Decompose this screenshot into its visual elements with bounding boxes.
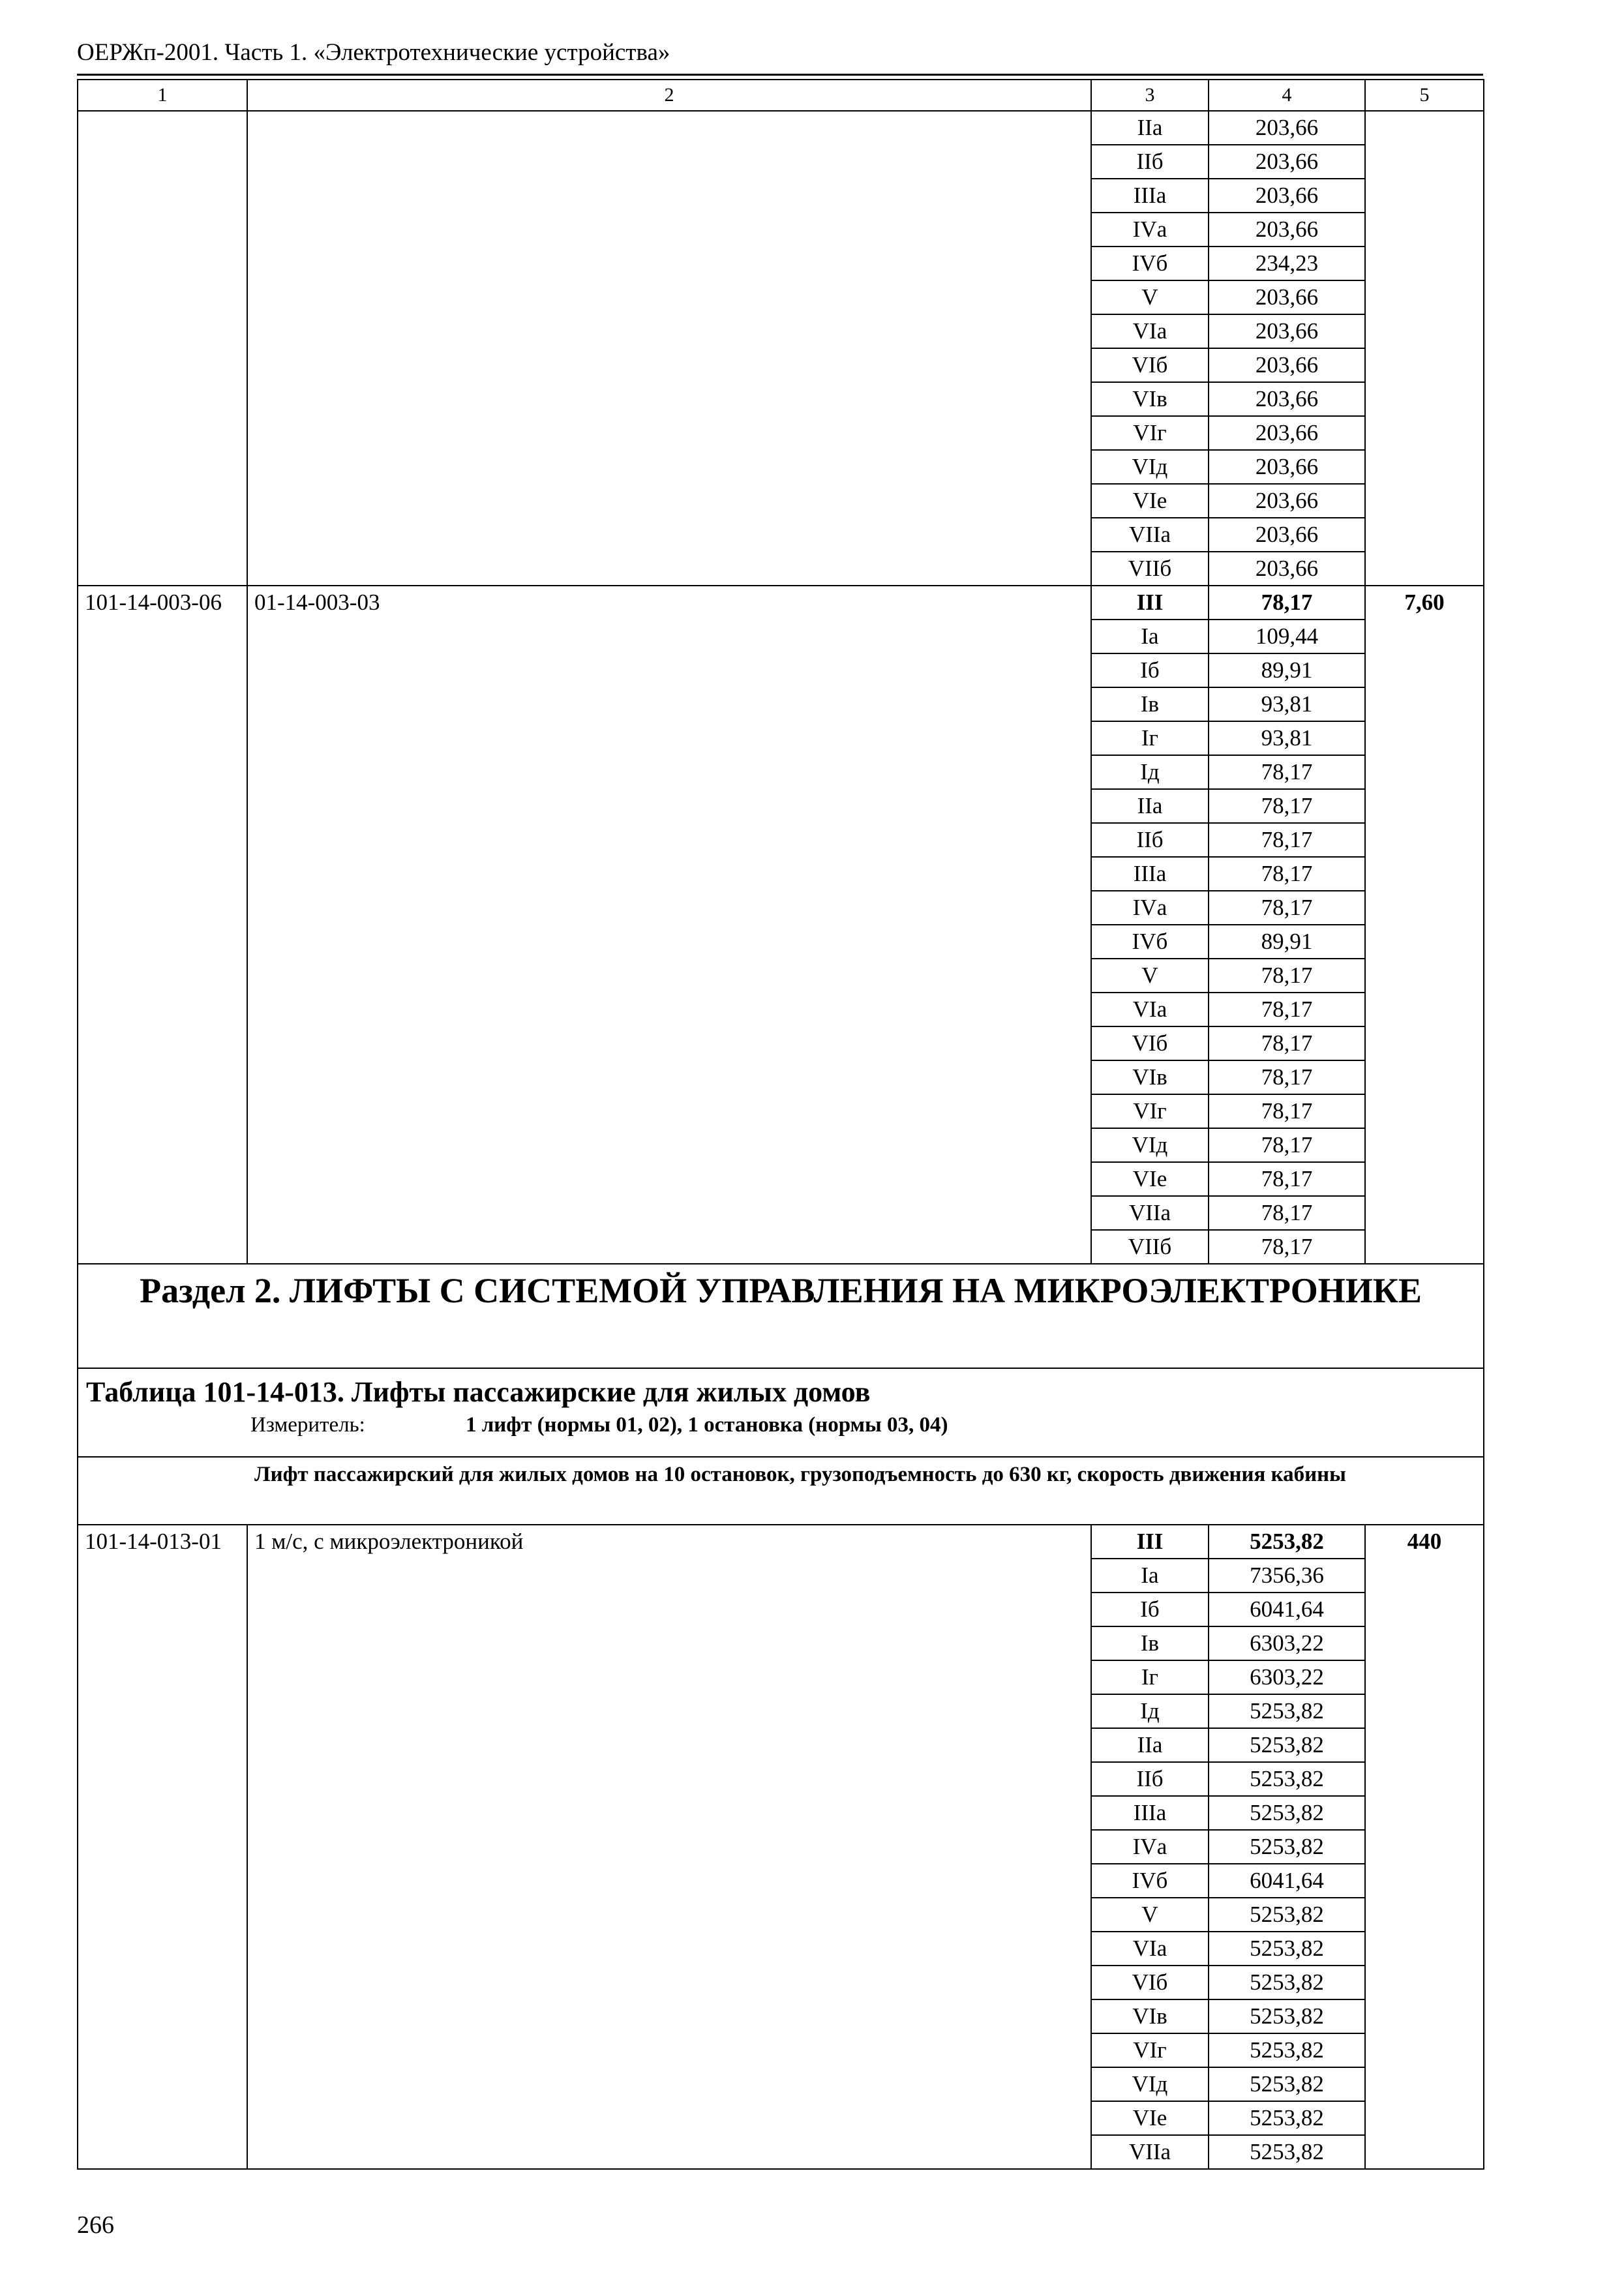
- price-cell: 89,91: [1209, 925, 1365, 959]
- price-cell: 203,66: [1209, 314, 1365, 348]
- zone-cell: VIв: [1091, 1999, 1209, 2033]
- item-description: Лифт пассажирский для жилых домов на 10 остановок, грузоподъемность до 630 кг, скорость движения кабины: [247, 1457, 1484, 1525]
- price-cell: 234,23: [1209, 247, 1365, 280]
- table-row: [78, 586, 1484, 620]
- price-cell: 5253,82: [1209, 1728, 1365, 1762]
- price-cell: 203,66: [1209, 179, 1365, 213]
- price-cell: 109,44: [1209, 620, 1365, 653]
- description-row: [78, 1457, 1484, 1525]
- unit-value: 1 лифт (нормы 01, 02), 1 остановка (нормы 03, 04): [466, 1413, 948, 1437]
- table-row: [78, 1525, 1484, 1559]
- price-cell: 5253,82: [1209, 2067, 1365, 2101]
- zone-cell: Iв: [1091, 687, 1209, 721]
- price-cell: 78,17: [1209, 1128, 1365, 1162]
- table-row: [78, 111, 1484, 145]
- price-cell: 5253,82: [1209, 1796, 1365, 1830]
- price-cell: 5253,82: [1209, 2101, 1365, 2135]
- column-number: 5: [1365, 80, 1484, 111]
- norm-code: [78, 111, 247, 586]
- price-cell: 5253,82: [1209, 1966, 1365, 1999]
- price-cell: 5253,82: [1209, 1762, 1365, 1796]
- norm-name: 1 м/с, с микроэлектроникой: [247, 1525, 1091, 2169]
- price-cell: 78,17: [1209, 1162, 1365, 1196]
- price-cell: 78,17: [1209, 1230, 1365, 1264]
- zone-cell: IVа: [1091, 1830, 1209, 1864]
- zone-cell: Iб: [1091, 1593, 1209, 1626]
- zone-cell: Iа: [1091, 1559, 1209, 1593]
- zone-cell: III: [1091, 586, 1209, 620]
- table-title: Таблица 101-14-013. Лифты пассажирские для жилых домов: [86, 1376, 871, 1408]
- zone-cell: IIа: [1091, 1728, 1209, 1762]
- zone-cell: V: [1091, 959, 1209, 993]
- price-cell: 5253,82: [1209, 2033, 1365, 2067]
- price-cell: 7356,36: [1209, 1559, 1365, 1593]
- price-cell: 203,66: [1209, 382, 1365, 416]
- zone-cell: VIб: [1091, 348, 1209, 382]
- unit-label: Измеритель:: [250, 1413, 365, 1437]
- price-cell: 78,17: [1209, 1094, 1365, 1128]
- price-cell: 203,66: [1209, 213, 1365, 247]
- norm-name: 01-14-003-03: [247, 586, 1091, 1264]
- price-cell: 203,66: [1209, 484, 1365, 518]
- zone-cell: IVб: [1091, 925, 1209, 959]
- price-cell: 203,66: [1209, 111, 1365, 145]
- table-heading: [78, 1368, 1484, 1457]
- price-cell: 93,81: [1209, 721, 1365, 755]
- price-cell: 203,66: [1209, 280, 1365, 314]
- norm-code: 101-14-003-06: [78, 586, 247, 1264]
- price-cell: 203,66: [1209, 145, 1365, 179]
- zone-cell: IVа: [1091, 213, 1209, 247]
- price-cell: 6303,22: [1209, 1626, 1365, 1660]
- zone-cell: IIIа: [1091, 857, 1209, 891]
- price-cell: 5253,82: [1209, 1932, 1365, 1966]
- price-cell: 78,17: [1209, 755, 1365, 789]
- price-cell: 203,66: [1209, 552, 1365, 586]
- section-row: [78, 1264, 1484, 1368]
- zone-cell: VIб: [1091, 1966, 1209, 1999]
- section-title: Раздел 2. ЛИФТЫ С СИСТЕМОЙ УПРАВЛЕНИЯ НА МИКРОЭЛЕКТРОНИКЕ: [78, 1264, 1484, 1368]
- zone-cell: IVа: [1091, 891, 1209, 925]
- price-cell: 6041,64: [1209, 1593, 1365, 1626]
- price-cell: 78,17: [1209, 857, 1365, 891]
- price-cell: 78,17: [1209, 1026, 1365, 1060]
- zone-cell: VIIб: [1091, 1230, 1209, 1264]
- column-number: 3: [1091, 80, 1209, 111]
- price-cell: 203,66: [1209, 450, 1365, 484]
- zone-cell: VIа: [1091, 1932, 1209, 1966]
- price-table: [77, 79, 1484, 2170]
- price-cell: 93,81: [1209, 687, 1365, 721]
- zone-cell: VIIа: [1091, 518, 1209, 552]
- price-cell: 78,17: [1209, 823, 1365, 857]
- zone-cell: V: [1091, 1898, 1209, 1932]
- zone-cell: Iб: [1091, 653, 1209, 687]
- column-number: 1: [78, 80, 247, 111]
- zone-cell: IIа: [1091, 111, 1209, 145]
- zone-cell: VIд: [1091, 450, 1209, 484]
- zone-cell: Iг: [1091, 721, 1209, 755]
- zone-cell: V: [1091, 280, 1209, 314]
- zone-cell: IIIа: [1091, 1796, 1209, 1830]
- zone-cell: VIIб: [1091, 552, 1209, 586]
- labor-cell: 440: [1365, 1525, 1484, 2169]
- unit-line: [86, 1411, 1475, 1439]
- zone-cell: VIг: [1091, 1094, 1209, 1128]
- price-cell: 203,66: [1209, 518, 1365, 552]
- price-cell: 78,17: [1209, 959, 1365, 993]
- norm-code: 101-14-013-01: [78, 1525, 247, 2169]
- labor-cell: [1365, 111, 1484, 586]
- zone-cell: Iв: [1091, 1626, 1209, 1660]
- zone-cell: IIб: [1091, 145, 1209, 179]
- price-cell: 5253,82: [1209, 1898, 1365, 1932]
- zone-cell: IVб: [1091, 247, 1209, 280]
- zone-cell: Iд: [1091, 755, 1209, 789]
- price-cell: 78,17: [1209, 993, 1365, 1026]
- document-header: ОЕРЖп-2001. Часть 1. «Электротехнические устройства»: [77, 39, 670, 66]
- page-number: 266: [77, 2211, 114, 2239]
- price-cell: 89,91: [1209, 653, 1365, 687]
- zone-cell: Iд: [1091, 1694, 1209, 1728]
- price-cell: 203,66: [1209, 348, 1365, 382]
- table-heading-row: [78, 1368, 1484, 1457]
- zone-cell: VIб: [1091, 1026, 1209, 1060]
- column-number: 4: [1209, 80, 1365, 111]
- zone-cell: IVб: [1091, 1864, 1209, 1898]
- price-cell: 5253,82: [1209, 2135, 1365, 2169]
- price-cell: 78,17: [1209, 789, 1365, 823]
- price-cell: 5253,82: [1209, 1999, 1365, 2033]
- zone-cell: VIа: [1091, 314, 1209, 348]
- price-cell: 5253,82: [1209, 1694, 1365, 1728]
- zone-cell: Iг: [1091, 1660, 1209, 1694]
- zone-cell: VIе: [1091, 1162, 1209, 1196]
- zone-cell: IIIа: [1091, 179, 1209, 213]
- norm-name: [247, 111, 1091, 586]
- zone-cell: VIг: [1091, 2033, 1209, 2067]
- zone-cell: VIв: [1091, 382, 1209, 416]
- zone-cell: VIа: [1091, 993, 1209, 1026]
- zone-cell: IIб: [1091, 1762, 1209, 1796]
- zone-cell: III: [1091, 1525, 1209, 1559]
- zone-cell: VIе: [1091, 2101, 1209, 2135]
- zone-cell: IIа: [1091, 789, 1209, 823]
- price-cell: 6041,64: [1209, 1864, 1365, 1898]
- labor-cell: 7,60: [1365, 586, 1484, 1264]
- zone-cell: IIб: [1091, 823, 1209, 857]
- price-cell: 78,17: [1209, 586, 1365, 620]
- zone-cell: VIд: [1091, 2067, 1209, 2101]
- price-cell: 78,17: [1209, 1196, 1365, 1230]
- price-cell: 203,66: [1209, 416, 1365, 450]
- header-rule: [77, 74, 1483, 76]
- zone-cell: VIд: [1091, 1128, 1209, 1162]
- price-cell: 5253,82: [1209, 1525, 1365, 1559]
- zone-cell: VIIа: [1091, 1196, 1209, 1230]
- zone-cell: VIг: [1091, 416, 1209, 450]
- price-cell: 6303,22: [1209, 1660, 1365, 1694]
- zone-cell: Iа: [1091, 620, 1209, 653]
- price-cell: 78,17: [1209, 891, 1365, 925]
- zone-cell: VIе: [1091, 484, 1209, 518]
- price-cell: 5253,82: [1209, 1830, 1365, 1864]
- zone-cell: VIв: [1091, 1060, 1209, 1094]
- column-number-row: [78, 80, 1484, 111]
- description-code-blank: [78, 1457, 247, 1525]
- price-cell: 78,17: [1209, 1060, 1365, 1094]
- zone-cell: VIIа: [1091, 2135, 1209, 2169]
- column-number: 2: [247, 80, 1091, 111]
